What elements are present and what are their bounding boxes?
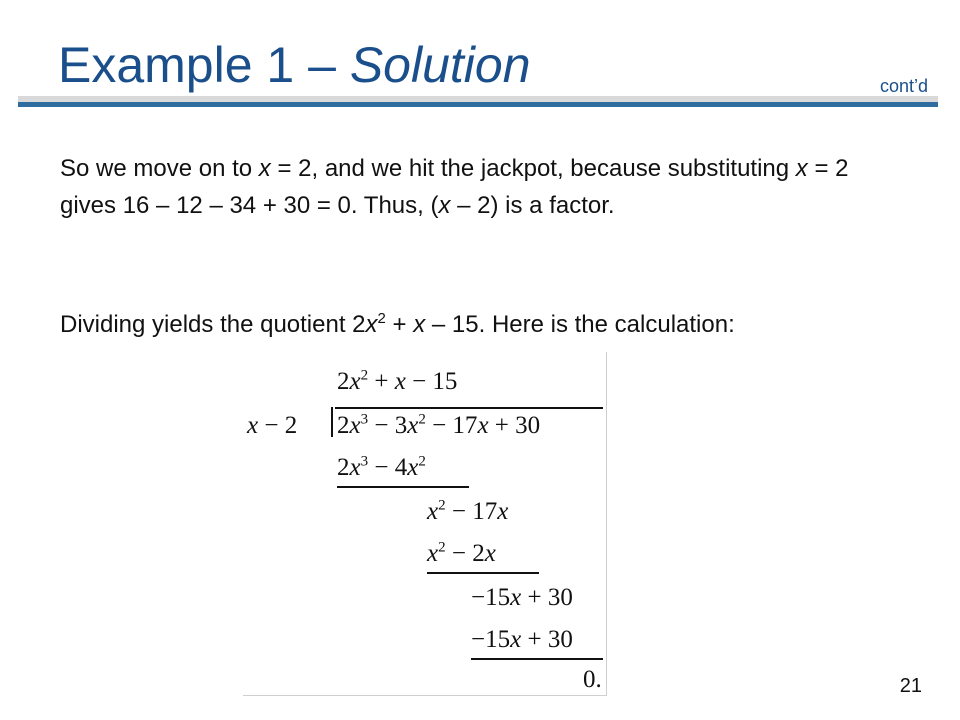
step-2: $x^2 - 17x$ [427,497,509,525]
step-3: $x^2 - 2x$ [427,539,496,567]
title-main: Example 1 – [58,37,350,93]
step-5: −15x + 30 [471,626,573,653]
title-emphasis: Solution [349,37,531,93]
step-5-underline [471,658,603,660]
dividend: $2x^3 - 3x^2 - 17x + 30$ [337,411,541,439]
quotient: $2x^2 + x - 15$ [337,367,458,395]
division-bar [335,407,603,409]
calc-panel-border-right [606,352,607,696]
calc-panel-border-bottom [243,695,607,696]
title-rule-blue [18,102,938,107]
divisor: x − 2 [247,412,298,439]
division-bracket [331,407,333,437]
long-division-calculation [243,352,607,696]
step-1: $2x^3 - 4x^2$ [337,453,426,481]
step-3-underline [427,572,539,574]
remainder: 0. [583,666,602,693]
slide-title [58,38,531,93]
step-1-underline [337,486,469,488]
slide-number: 21 [899,675,922,697]
paragraph-1: So we move on to x = 2, and we hit the jackpot, because substituting x = 2 gives 16 – 12 – 34 + 30 = 0. Thus, (x – 2) is a factor. [60,155,849,219]
step-4: −15x + 30 [471,584,573,611]
paragraph-2: Dividing yields the quotient $2x^2 + x - 15$. Here is the calculation: [60,310,735,338]
continued-label: cont’d [879,76,928,96]
